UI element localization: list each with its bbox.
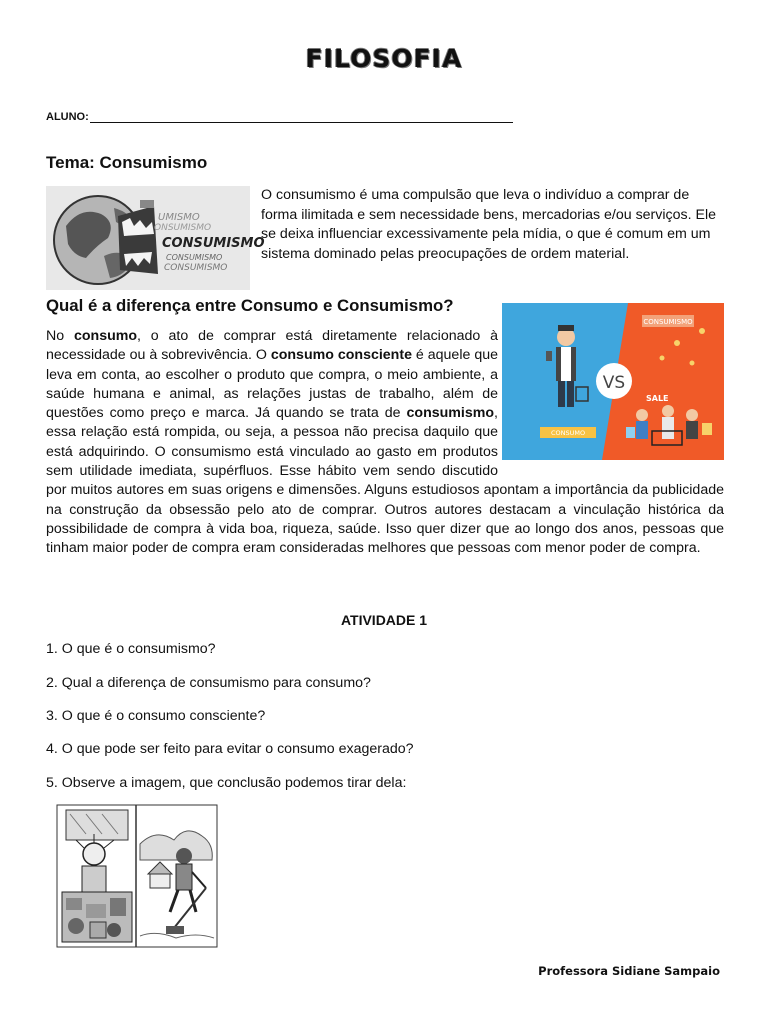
page-title: FILOSOFIA [305, 44, 463, 73]
vs-label: VS [602, 373, 626, 393]
word-2: ONSUMISMO [154, 223, 212, 233]
consumismo-label: CONSUMISMO [643, 318, 693, 326]
student-name-field[interactable] [46, 110, 513, 123]
consumo-label: CONSUMO [550, 429, 586, 437]
question-5: 5. Observe a imagem, que conclusão podemos tirar dela: [46, 775, 407, 791]
teacher-signature: Professora Sidiane Sampaio [538, 964, 720, 978]
word-5: CONSUMISMO [164, 263, 228, 273]
term-consumismo: consumismo [406, 405, 495, 422]
section-heading: Qual é a diferença entre Consumo e Consumismo? [46, 296, 454, 315]
student-name-line[interactable] [90, 110, 513, 123]
intro-paragraph: O consumismo é uma compulsão que leva o indivíduo a comprar de forma ilimitada e sem necessidade bens, mercadorias e/ou serviços. Ele se deixa influenciar excessivamente pela mídia, o que é comum em um sistema dominado pelas preocupações de ordem material. [261, 187, 716, 262]
activity-title: ATIVIDADE 1 [340, 612, 428, 628]
question-4: 4. O que pode ser feito para evitar o consumo exagerado? [46, 741, 414, 757]
word-1: UMISMO [158, 212, 200, 223]
word-4: CONSUMISMO [166, 253, 223, 262]
consumismo-globe-image [46, 186, 265, 290]
word-3: CONSUMISMO [162, 236, 265, 251]
body-paragraph: No consumo, o ato de comprar está diretamente relacionado à necessidade ou à sobrevivência. O consumo consciente é aquele que leva em conta, ao escolher o produto que compra, o meio ambiente, a saúde humana e animal, as relações justas de trabalho, além de questões como preço e marca. Já quando se trata de consumismo, essa relação está rompida, ou seja, a pessoa não precisa daquilo que está adquirindo. O consumismo está vinculado ao gasto em produtos sem utilidade imediata, supérfluos. Esse hábito vem sendo discutido por muitos autores em suas origens e dimensões. Alguns estudiosos apontam a importância da publicidade na construção da obsessão pelo ato de comprar. Outros autores destacam a vinculação histórica da possibilidade de compra à vida boa, riqueza, saúde. Isso quer dizer que ao longo dos anos, pessoas que tinham maior poder de compra eram consideradas melhores que pessoas com menor poder de compra. [46, 328, 724, 557]
term-consumo-consciente: consumo consciente [270, 347, 412, 364]
topic-heading: Tema: Consumismo [46, 153, 208, 172]
question-3: 3. O que é o consumo consciente? [46, 708, 266, 724]
question-1: 1. O que é o consumismo? [46, 641, 216, 657]
student-label: ALUNO: [46, 111, 89, 123]
term-consumo: consumo [73, 328, 138, 344]
question-2: 2. Qual a diferença de consumismo para consumo? [46, 675, 371, 691]
sale-label: SALE [646, 394, 669, 403]
cartoon-comparison-image [56, 804, 218, 948]
